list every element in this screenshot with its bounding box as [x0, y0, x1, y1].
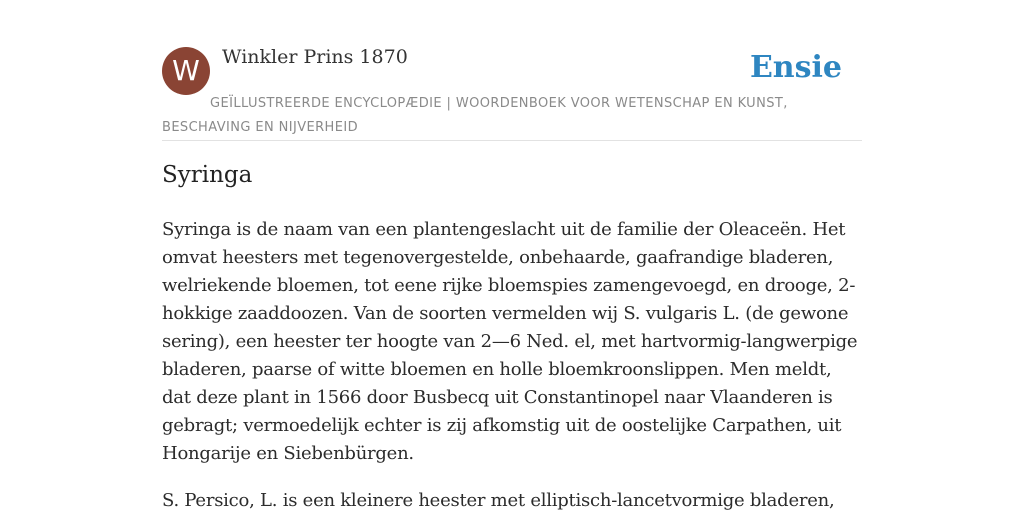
source-header [162, 44, 862, 141]
source-avatar: W [162, 47, 210, 95]
article-paragraph: S. Persico, L. is een kleinere heester met elliptisch-lancetvormige bladeren, [162, 490, 835, 511]
source-subtitle: GEÏLLUSTREERDE ENCYCLOPÆDIE | WOORDENBOEK VOOR WETENSCHAP EN KUNST, BESCHAVING EN NIJVERHEID [162, 96, 788, 135]
brand-logo-link[interactable]: Ensie [749, 50, 842, 85]
article-title: Syringa [162, 162, 253, 188]
article-body [162, 216, 862, 512]
source-title[interactable]: Winkler Prins 1870 [222, 46, 408, 68]
article-paragraph: Syringa is de naam van een plantengeslacht uit de familie der Oleaceën. Het omvat heesters met tegenovergestelde, onbehaarde, gaafrandige bladeren, welriekende bloemen, tot eene rijke bloemspies zamengevoegd, en drooge, 2-hokkige zaaddoozen. Van de soorten vermelden wij S. vulgaris L. (de gewone sering), een heester ter hoogte van 2—6 Ned. el, met hartvormig-langwerpige bladeren, paarse of witte bloemen en holle bloemkroonslippen. Men meldt, dat deze plant in 1566 door Busbecq uit Constantinopel naar Vlaanderen is gebragt; vermoedelijk echter is zij afkomstig uit de oostelijke Carpathen, uit Hongarije en Siebenbürgen. [162, 219, 858, 464]
